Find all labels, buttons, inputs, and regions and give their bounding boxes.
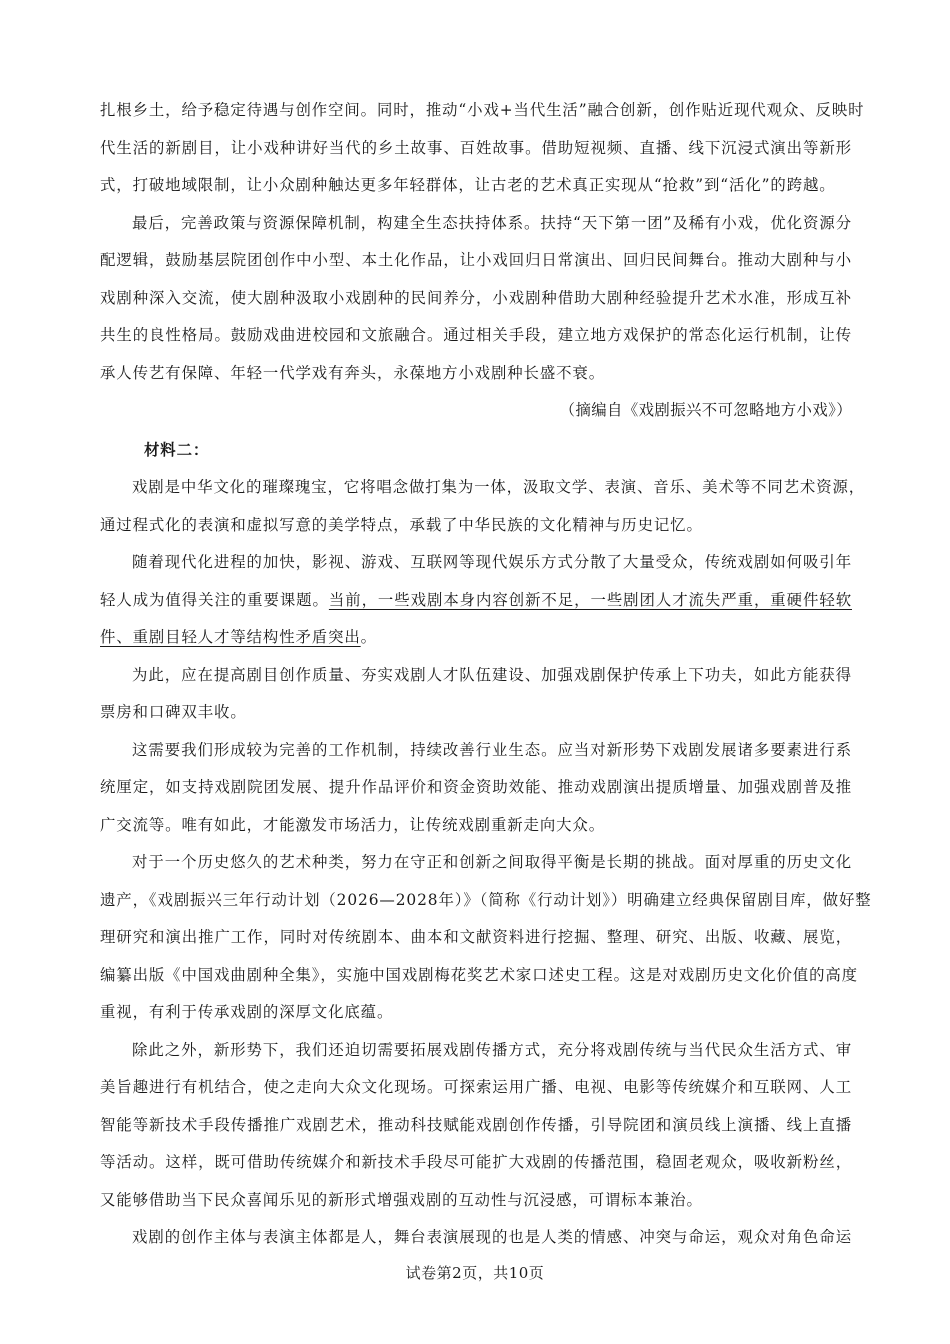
text-line: 最后，完善政策与资源保障机制，构建全生态扶持体系。扶持“天下第一团”及稀有小戏，优化资源分 bbox=[132, 213, 852, 232]
text-line: 戏剧种深入交流，使大剧种汲取小戏剧种的民间养分，小戏剧种借助大剧种经验提升艺术水准，形成互补 bbox=[100, 288, 852, 307]
text-line: 代生活的新剧目，让小戏种讲好当代的乡土故事、百姓故事。借助短视频、直播、线下沉浸式演出等新形 bbox=[100, 138, 852, 157]
underlined-text: 件、重剧目轻人才等结构性矛盾突出 bbox=[100, 628, 361, 646]
text-line: 共生的良性格局。鼓励戏曲进校园和文旅融合。通过相关手段，建立地方戏保护的常态化运行机制，让传 bbox=[100, 326, 852, 344]
text-line: 美旨趣进行有机结合，使之走向大众文化现场。可探索运用广播、电视、电影等传统媒介和互联网、人工 bbox=[100, 1078, 852, 1096]
m2-paragraph-4 bbox=[100, 732, 852, 845]
text-line-mixed bbox=[100, 582, 852, 620]
text-line: 为此，应在提高剧目创作质量、夯实戏剧人才队伍建设、加强戏剧保护传承上下功夫，如此方能获得 bbox=[132, 665, 852, 684]
text-line: 等活动。这样，既可借助传统媒介和新技术手段尽可能扩大戏剧的传播范围，稳固老观众，吸收新粉丝， bbox=[100, 1153, 852, 1171]
text-line: 戏剧是中华文化的璀璨瑰宝，它将唱念做打集为一体，汲取文学、表演、音乐、美术等不同艺术资源， bbox=[132, 478, 866, 496]
text-line: 配逻辑，鼓励基层院团创作中小型、本土化作品，让小戏回归日常演出、回归民间舞台。推动大剧种与小 bbox=[100, 251, 852, 269]
m2-paragraph-3 bbox=[100, 657, 852, 732]
underlined-text: 当前，一些戏剧本身内容创新不足，一些剧团人才流失严重，重硬件轻软 bbox=[328, 590, 852, 609]
plain-text: 轻人成为值得关注的重要课题。 bbox=[100, 590, 329, 609]
text-line: 重视，有利于传承戏剧的深厚文化底蕴。 bbox=[100, 1003, 394, 1021]
text-line: 理研究和演出推广工作，同时对传统剧本、曲本和文献资料进行挖掘、整理、研究、出版、收藏、展览， bbox=[100, 928, 852, 946]
paragraph-closing bbox=[100, 205, 852, 393]
m2-paragraph-6 bbox=[100, 1032, 852, 1220]
m2-paragraph-5 bbox=[100, 844, 872, 1032]
material-2-heading: 材料二： bbox=[144, 440, 210, 459]
text-line: 扎根乡土，给予稳定待遇与创作空间。同时，推动“小戏+当代生活”融合创新，创作贴近现代观众、反映时 bbox=[100, 101, 865, 119]
text-line: 广交流等。唯有如此，才能激发市场活力，让传统戏剧重新走向大众。 bbox=[100, 815, 606, 834]
text-line: 这需要我们形成较为完善的工作机制，持续改善行业生态。应当对新形势下戏剧发展诸多要素进行系 bbox=[132, 740, 852, 759]
plain-text: 。 bbox=[360, 628, 377, 646]
text-line: 式，打破地域限制，让小众剧种触达更多年轻群体，让古老的艺术真正实现从“抢救”到“活化”的跨越。 bbox=[100, 176, 836, 194]
text-line: 遗产，《戏剧振兴三年行动计划（2026—2028年）》（简称《行动计划》）明确建立经典保留剧目库，做好整 bbox=[100, 890, 872, 909]
text-line: 又能够借助当下民众喜闻乐见的新形式增强戏剧的互动性与沉浸感，可谓标本兼治。 bbox=[100, 1190, 703, 1209]
source-citation-1: （摘编自《戏剧振兴不可忽略地方小戏》） bbox=[559, 401, 852, 419]
exam-page-body bbox=[100, 92, 872, 1257]
text-line: 票房和口碑双丰收。 bbox=[100, 703, 247, 721]
text-line: 统厘定，如支持戏剧院团发展、提升作品评价和资金资助效能、推动戏剧演出提质增量、加强戏剧普及推 bbox=[100, 778, 852, 796]
m2-paragraph-2 bbox=[100, 544, 852, 657]
m2-paragraph-1 bbox=[100, 469, 866, 544]
text-line: 除此之外，新形势下，我们还迫切需要拓展戏剧传播方式，充分将戏剧传统与当代民众生活方式、审 bbox=[132, 1040, 852, 1059]
text-line: 编纂出版《中国戏曲剧种全集》，实施中国戏剧梅花奖艺术家口述史工程。这是对戏剧历史文化价值的高度 bbox=[100, 965, 858, 984]
m2-paragraph-7 bbox=[100, 1219, 852, 1257]
text-line: 承人传艺有保障、年轻一代学戏有奔头，永葆地方小戏剧种长盛不衰。 bbox=[100, 363, 606, 382]
page-footer: 试卷第2页，共10页 bbox=[405, 1264, 545, 1282]
text-line: 通过程式化的表演和虚拟写意的美学特点，承载了中华民族的文化精神与历史记忆。 bbox=[100, 515, 703, 534]
text-line-mixed bbox=[100, 619, 852, 657]
text-line: 戏剧的创作主体与表演主体都是人，舞台表演展现的也是人类的情感、冲突与命运，观众对角色命运 bbox=[132, 1228, 852, 1246]
paragraph-continuation bbox=[100, 92, 865, 205]
text-line: 随着现代化进程的加快，影视、游戏、互联网等现代娱乐方式分散了大量受众，传统戏剧如何吸引年 bbox=[132, 553, 852, 571]
text-line: 对于一个历史悠久的艺术种类，努力在守正和创新之间取得平衡是长期的挑战。面对厚重的历史文化 bbox=[132, 853, 852, 871]
text-line: 智能等新技术手段传播推广戏剧艺术，推动科技赋能戏剧创作传播，引导院团和演员线上演播、线上直播 bbox=[100, 1115, 852, 1134]
